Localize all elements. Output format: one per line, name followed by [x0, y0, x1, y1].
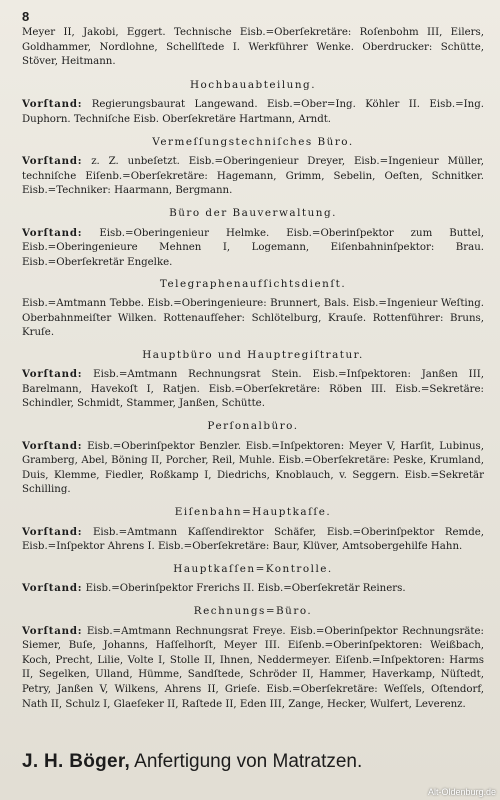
section-label: Vorſtand:: [22, 98, 83, 111]
section-hochbau: [22, 78, 484, 128]
section-paragraph: [22, 154, 484, 199]
section-rechnungsbuero: [22, 604, 484, 712]
section-text: z. Z. unbeſetzt. Eisb.=Oberingenieur Dreyer, Eisb.=Ingenieur Müller, techniſche Eiſenb.=Oberſekretäre: Hagemann, Grimm, Sebelin, Oeſten, Schnitker. Eisb.=Techniker: Haarmann, Bergmann.: [22, 156, 485, 197]
section-text: Eisb.=Amtmann Tebbe. Eisb.=Oberingenieure: Brunnert, Bals. Eisb.=Ingenieur Weſting. Oberbahnmeiſter Wilken. Rottenaufſeher: Schlötelburg, Krauſe. Rottenführer: Bruns, Kruſe.: [22, 297, 484, 339]
footer-advertisement: [22, 751, 484, 773]
section-text: Eisb.=Oberingenieur Helmke. Eisb.=Oberinſpektor zum Buttel, Eisb.=Oberingenieure Mehnen I, Logemann, Eiſenbahninſpektor: Brau. Eisb.=Oberſekretär Engelke.: [22, 227, 484, 268]
section-text: Eisb.=Oberinſpektor Benzler. Eisb.=Inſpektoren: Meyer V, Harſit, Lubinus, Gramberg, Abel, Böning II, Porcher, Reil, Muhle. Eisb.=Oberſekretäre: Peske, Krumland, Duis, Klemme, Fiedler, Roßkamp I, Diedrichs, Knoblauch, v. Seggern. Eisb.=Sekretär Schilling.: [22, 440, 484, 496]
section-paragraph: [22, 525, 484, 555]
section-paragraph: [22, 367, 484, 412]
section-vermessung: [22, 135, 484, 199]
section-heading: Eiſenbahn=Hauptkaſſe.: [174, 506, 332, 519]
section-text: Eisb.=Amtmann Kaſſendirektor Schäfer, Eisb.=Oberinſpektor Remde, Eisb.=Inſpektor Ahrens I. Eisb.=Oberſekretäre: Baur, Klüver, Amtsobergehilfe Hahn.: [22, 526, 484, 553]
section-hauptkasse: [22, 505, 484, 555]
section-text: Eisb.=Amtmann Rechnungsrat Freye. Eisb.=Oberinſpektor Rechnungsräte: Siemer, Buſe, Johanns, Haſſelhorſt, Meyer III. Eiſenb.=Oberinſpektoren: Weißbach, Koch, Precht, Lilie, Volte I, Stolle II, Ihnen, Neddermeyer. Eiſenb.=Inſpektoren: Harms II, Segelken, Ulland, Hümme, Sandſtede, Schröder II, Hammer, Haverkamp, Nüſtedt, Petry, Janßen V, Wilkens, Ahrens II, Grieſe. Eisb.=Oberſekretäre: Weſſels, Oſtendorf, Nath II, Schulz I, Glaeſeker II, Raſtede II, Eden III, Zange, Hecker, Wulfert, Leverenz.: [22, 625, 484, 710]
section-label: Vorſtand:: [22, 439, 83, 452]
section-label: Vorſtand:: [22, 525, 83, 538]
section-text: Eisb.=Amtmann Rechnungsrat Stein. Eisb.=Inſpektoren: Janßen III, Barelmann, Havekoſt I, Ratjen. Eisb.=Oberſekretäre: Röben III. Eisb.=Sekretäre: Schindler, Schmidt, Stammer, Janßen, Schütte.: [22, 369, 484, 410]
section-telegraph: [22, 277, 484, 340]
watermark: Alt-Oldenburg.de: [427, 787, 496, 797]
ad-company-name: J. H. Böger,: [22, 751, 131, 772]
section-heading: Vermeſſungstechniſches Büro.: [152, 135, 354, 148]
section-paragraph: [22, 226, 484, 271]
section-heading: Telegraphenaufſichtsdienſt.: [159, 278, 347, 291]
section-label: Vorſtand:: [22, 226, 83, 239]
section-text: Eisb.=Oberinſpektor Frerichs II. Eisb.=Oberſekretär Reiners.: [85, 583, 406, 595]
ad-text: Anfertigung von Matratzen.: [134, 751, 363, 772]
section-paragraph: [22, 581, 484, 597]
section-label: Vorſtand:: [22, 582, 83, 595]
section-label: Vorſtand:: [22, 155, 83, 168]
directory-content: [22, 26, 484, 719]
page-number: 8: [22, 9, 30, 24]
section-heading: Rechnungs=Büro.: [193, 605, 313, 617]
section-heading: Büro der Bauverwaltung.: [169, 206, 337, 219]
section-paragraph: [22, 439, 484, 498]
section-hauptbuero: [22, 348, 484, 412]
intro-paragraph: Meyer II, Jakobi, Eggert. Technische Eisb.=Oberſekretäre: Roſenbohm III, Eilers, Goldhammer, Nordlohne, Schellſtede I. Werkführer Wenke. Oberdrucker: Schütte, Stöver, Heitmann.: [22, 27, 484, 68]
section-text: Regierungsbaurat Langewand. Eisb.=Ober=Ing. Köhler II. Eisb.=Ing. Duphorn. Techniſche Eisb. Oberſekretäre Hartmann, Arndt.: [22, 99, 484, 125]
section-paragraph: [22, 297, 484, 341]
section-kassenkontrolle: [22, 562, 484, 597]
section-label: Vorſtand:: [22, 624, 83, 637]
section-label: Vorſtand:: [22, 368, 83, 381]
section-heading: Perſonalbüro.: [207, 420, 299, 433]
section-paragraph: [22, 624, 484, 713]
section-paragraph: [22, 97, 484, 127]
section-heading: Hochbauabteilung.: [189, 78, 317, 91]
section-personalbuero: [22, 419, 484, 498]
section-bauverwaltung: [22, 206, 484, 270]
section-heading: Hauptbüro und Hauptregiſtratur.: [142, 348, 364, 361]
section-heading: Hauptkaſſen=Kontrolle.: [173, 562, 333, 575]
